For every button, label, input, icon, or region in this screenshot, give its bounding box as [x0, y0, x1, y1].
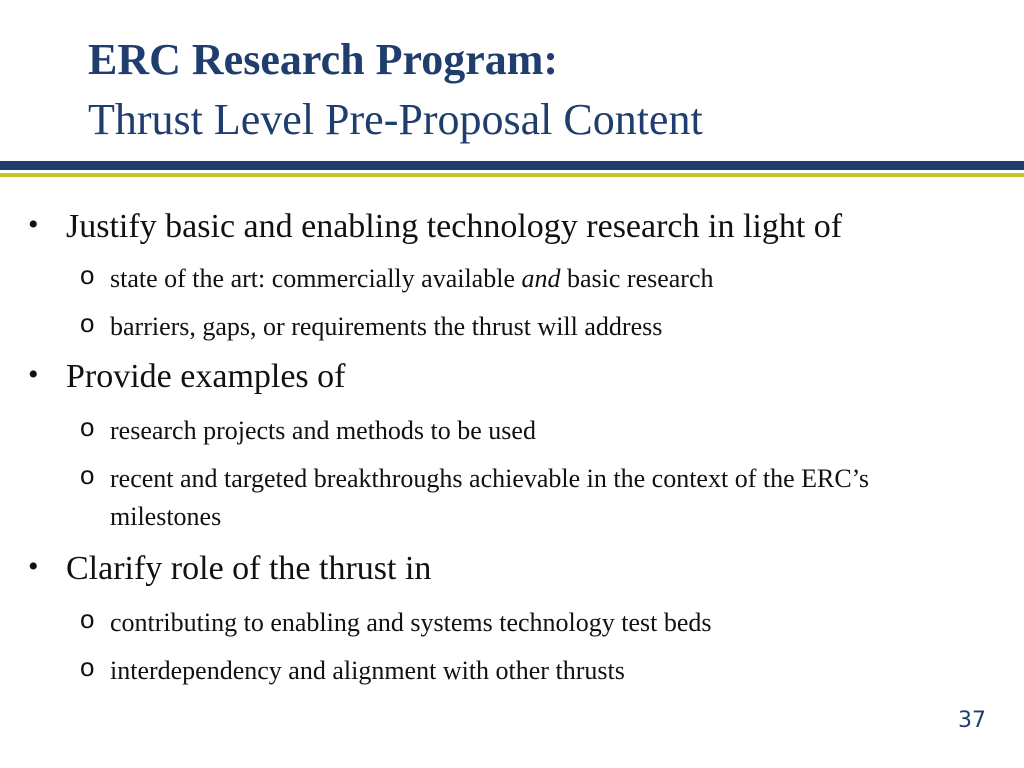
- sub-bullet-marker-icon: o: [80, 460, 95, 490]
- title-line-1: ERC Research Program:: [88, 35, 559, 84]
- slide-title: [88, 30, 703, 150]
- sub-bullet-marker-icon: o: [80, 260, 95, 290]
- sub-bullet-marker-icon: o: [80, 604, 95, 634]
- sub-text-part: state of the art: commercially available: [110, 264, 522, 293]
- sub-bullet-text: contributing to enabling and systems technology test beds: [110, 608, 712, 637]
- title-rule-yellow: [0, 173, 1024, 177]
- bullet-text: Provide examples of: [66, 358, 346, 395]
- sub-bullet-text: recent and targeted breakthroughs achievable in the context of the ERC’s milestones: [110, 464, 870, 531]
- sub-bullet-text: [110, 260, 980, 298]
- sub-bullet-marker-icon: o: [80, 308, 95, 338]
- sub-text-part: basic research: [560, 264, 714, 293]
- bullet-text: Justify basic and enabling technology research in light of: [66, 208, 843, 245]
- sub-bullet-text: research projects and methods to be used: [110, 416, 536, 445]
- bullet-dot-icon: •: [28, 208, 39, 241]
- title-line-2: Thrust Level Pre-Proposal Content: [88, 95, 703, 144]
- bullet-text: Clarify role of the thrust in: [66, 550, 432, 587]
- sub-bullet-text: interdependency and alignment with other thrusts: [110, 656, 625, 685]
- sub-text-emphasis: and: [521, 264, 561, 293]
- sub-bullet-text: barriers, gaps, or requirements the thrust will address: [110, 312, 663, 341]
- bullet-dot-icon: •: [28, 550, 39, 583]
- title-rule-blue: [0, 161, 1024, 170]
- sub-bullet-marker-icon: o: [80, 652, 95, 682]
- sub-bullet-marker-icon: o: [80, 412, 95, 442]
- bullet-dot-icon: •: [28, 358, 39, 391]
- page-number: 37: [958, 708, 986, 733]
